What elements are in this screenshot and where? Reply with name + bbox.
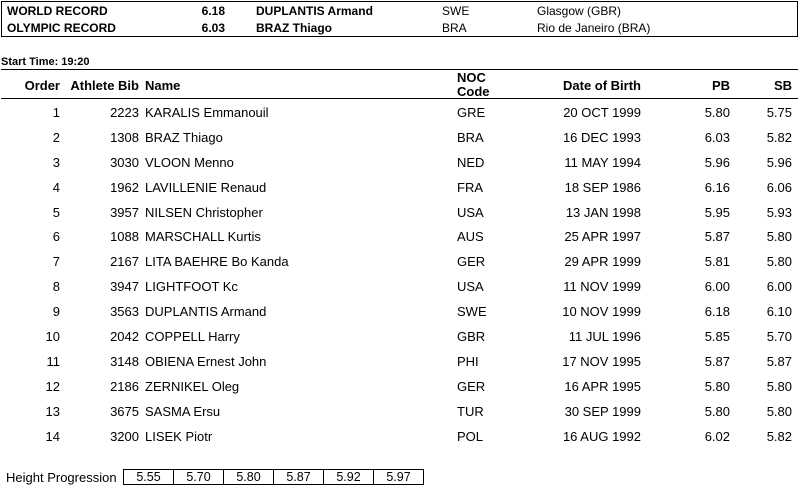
athlete-dob: 11 JUL 1996: [568, 329, 641, 345]
athlete-noc: USA: [457, 279, 484, 295]
athlete-bib: 3675: [110, 403, 139, 419]
header-name: Name: [145, 78, 181, 93]
athlete-bib: 3957: [110, 204, 139, 220]
athlete-sb: 5.82: [766, 129, 792, 145]
athlete-pb: 5.80: [704, 378, 730, 394]
records-box: [1, 1, 798, 37]
athlete-order: 8: [52, 279, 60, 295]
athlete-noc: GBR: [457, 329, 486, 345]
height-cell: 5.55: [124, 470, 174, 484]
athlete-bib: 1088: [110, 229, 139, 245]
athlete-noc: POL: [457, 428, 484, 444]
record-noc: BRA: [442, 21, 467, 35]
athlete-order: 6: [52, 229, 60, 245]
athlete-order: 2: [52, 129, 60, 145]
record-holder: DUPLANTIS Armand: [256, 4, 373, 18]
athlete-name: OBIENA Ernest John: [145, 353, 267, 369]
athlete-sb: 5.80: [766, 403, 792, 419]
athlete-name: ZERNIKEL Oleg: [145, 378, 240, 394]
athlete-pb: 5.87: [704, 353, 730, 369]
athlete-dob: 17 NOV 1995: [562, 353, 641, 369]
table-row: [1, 399, 798, 424]
athlete-pb: 5.81: [704, 254, 730, 270]
athlete-sb: 6.00: [766, 279, 792, 295]
athlete-bib: 2042: [110, 329, 139, 345]
athlete-pb: 5.80: [704, 105, 730, 120]
athlete-noc: GER: [457, 254, 486, 270]
athlete-bib: 3563: [110, 304, 139, 320]
athlete-bib: 2186: [110, 378, 139, 394]
height-cell: 5.97: [374, 470, 424, 484]
header-noc-line1: NOC: [457, 70, 486, 85]
record-label: OLYMPIC RECORD: [7, 21, 116, 35]
athlete-noc: SWE: [457, 304, 487, 320]
athlete-pb: 6.03: [704, 129, 730, 145]
athlete-dob: 13 JAN 1998: [565, 204, 641, 220]
athlete-order: 10: [45, 329, 60, 345]
athlete-name: COPPELL Harry: [145, 329, 240, 345]
athlete-name: VLOON Menno: [145, 154, 234, 170]
athlete-name: NILSEN Christopher: [145, 204, 263, 220]
table-header: [1, 69, 798, 99]
header-pb: PB: [711, 78, 730, 93]
height-cell: 5.92: [324, 470, 374, 484]
athlete-pb: 6.16: [704, 179, 730, 195]
record-venue: Glasgow (GBR): [537, 4, 622, 18]
athlete-pb: 5.95: [704, 204, 730, 220]
athlete-bib: 3030: [110, 154, 139, 170]
table-row: [1, 274, 798, 299]
height-cell: 5.87: [274, 470, 324, 484]
start-time: Start Time: 19:20: [1, 56, 90, 68]
table-row: [1, 150, 798, 175]
record-mark: 6.18: [201, 4, 225, 18]
athlete-order: 5: [52, 204, 60, 220]
athlete-dob: 20 OCT 1999: [563, 105, 641, 120]
athlete-pb: 6.02: [704, 428, 730, 444]
athlete-bib: 3200: [110, 428, 139, 444]
athlete-order: 7: [52, 254, 60, 270]
table-row: [1, 424, 798, 449]
record-venue: Rio de Janeiro (BRA): [537, 21, 651, 35]
athlete-order: 11: [46, 353, 60, 369]
athlete-name: LAVILLENIE Renaud: [145, 179, 267, 195]
athlete-order: 12: [45, 378, 60, 394]
table-row: [1, 249, 798, 274]
athlete-name: BRAZ Thiago: [145, 129, 223, 145]
header-sb: SB: [773, 78, 792, 93]
athlete-sb: 6.10: [766, 304, 792, 320]
height-progression-label: Height Progression: [6, 470, 117, 485]
athlete-bib: 3947: [110, 279, 139, 295]
olympic-record-row: [2, 19, 797, 36]
athlete-noc: AUS: [457, 229, 484, 245]
athlete-pb: 6.18: [704, 304, 730, 320]
record-holder: BRAZ Thiago: [256, 21, 332, 35]
header-noc-code: [457, 71, 490, 99]
athlete-noc: USA: [457, 204, 484, 220]
athlete-sb: 6.06: [766, 179, 792, 195]
athlete-name: MARSCHALL Kurtis: [145, 229, 261, 245]
athlete-order: 1: [52, 105, 60, 120]
athlete-sb: 5.80: [766, 229, 792, 245]
athlete-noc: NED: [457, 154, 485, 170]
athlete-name: LIGHTFOOT Kc: [145, 279, 238, 295]
height-progression-cells: [123, 469, 424, 485]
athlete-dob: 25 APR 1997: [564, 229, 641, 245]
table-row: [1, 374, 798, 399]
athlete-dob: 16 AUG 1992: [562, 428, 641, 444]
athlete-noc: GER: [457, 378, 486, 394]
athlete-order: 14: [45, 428, 60, 444]
table-row: [1, 200, 798, 225]
world-record-row: [2, 2, 797, 19]
header-noc-line2: Code: [457, 84, 490, 99]
record-mark: 6.03: [201, 21, 225, 35]
athlete-noc: FRA: [457, 179, 483, 195]
athlete-bib: 1308: [110, 129, 139, 145]
table-row: [1, 349, 798, 374]
header-order: Order: [24, 78, 60, 93]
athlete-pb: 5.87: [704, 229, 730, 245]
athlete-name: DUPLANTIS Armand: [145, 304, 267, 320]
athlete-sb: 5.80: [766, 254, 792, 270]
athlete-order: 13: [45, 403, 60, 419]
athlete-pb: 5.96: [704, 154, 730, 170]
athlete-sb: 5.80: [766, 378, 792, 394]
table-row: [1, 175, 798, 200]
athlete-dob: 18 SEP 1986: [564, 179, 641, 195]
athlete-pb: 5.80: [704, 403, 730, 419]
height-cell: 5.70: [174, 470, 224, 484]
athlete-pb: 6.00: [704, 279, 730, 295]
table-row: [1, 299, 798, 324]
record-noc: SWE: [442, 4, 470, 18]
table-row: [1, 125, 798, 150]
athlete-sb: 5.82: [766, 428, 792, 444]
athlete-dob: 10 NOV 1999: [562, 304, 641, 320]
athlete-dob: 29 APR 1999: [564, 254, 641, 270]
table-row: [1, 324, 798, 349]
athlete-dob: 30 SEP 1999: [564, 403, 641, 419]
athlete-dob: 11 MAY 1994: [564, 154, 641, 170]
athlete-noc: PHI: [457, 353, 479, 369]
athlete-order: 9: [52, 304, 60, 320]
header-dob: Date of Birth: [563, 78, 641, 93]
athlete-bib: 2167: [110, 254, 139, 270]
start-list-table: [1, 100, 798, 448]
table-row: [1, 100, 798, 125]
athlete-sb: 5.87: [766, 353, 792, 369]
athlete-name: LITA BAEHRE Bo Kanda: [145, 254, 289, 270]
athlete-noc: TUR: [457, 403, 484, 419]
athlete-order: 4: [52, 179, 60, 195]
athlete-dob: 16 APR 1995: [564, 378, 641, 394]
height-cell: 5.80: [224, 470, 274, 484]
athlete-sb: 5.96: [766, 154, 792, 170]
athlete-sb: 5.93: [766, 204, 792, 220]
athlete-bib: 2223: [110, 105, 139, 120]
header-bib: Athlete Bib: [70, 78, 139, 93]
athlete-bib: 1962: [110, 179, 139, 195]
athlete-name: LISEK Piotr: [145, 428, 213, 444]
athlete-bib: 3148: [110, 353, 139, 369]
athlete-dob: 16 DEC 1993: [562, 129, 641, 145]
athlete-name: SASMA Ersu: [145, 403, 221, 419]
athlete-pb: 5.85: [704, 329, 730, 345]
table-row: [1, 224, 798, 249]
athlete-name: KARALIS Emmanouil: [145, 105, 269, 120]
athlete-sb: 5.75: [766, 105, 792, 120]
athlete-noc: GRE: [457, 105, 486, 120]
record-label: WORLD RECORD: [7, 4, 108, 18]
athlete-order: 3: [52, 154, 60, 170]
athlete-dob: 11 NOV 1999: [563, 279, 641, 295]
athlete-sb: 5.70: [766, 329, 792, 345]
athlete-noc: BRA: [457, 129, 484, 145]
